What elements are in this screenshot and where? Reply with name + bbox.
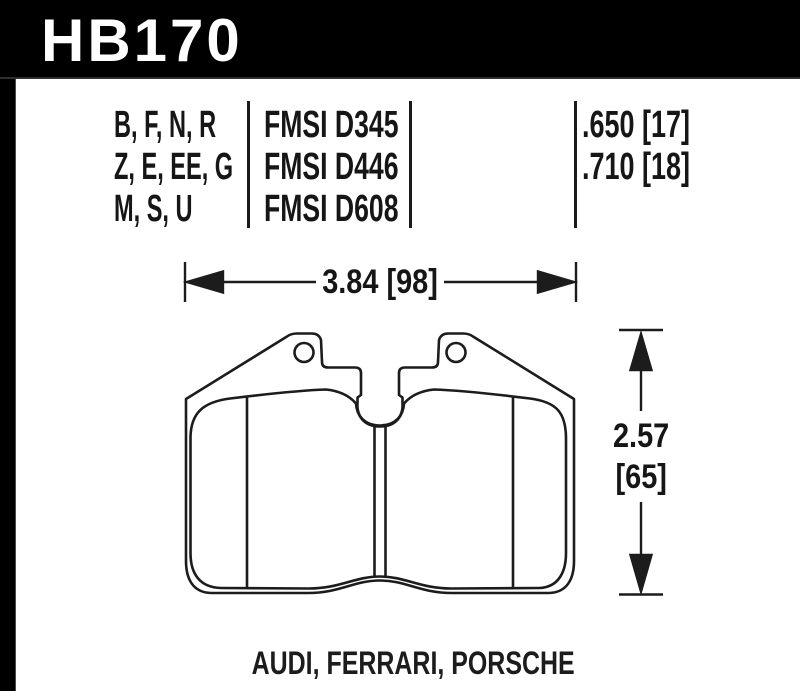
height-dimension-label-inches	[581, 419, 701, 453]
fmsi-cell	[264, 146, 456, 188]
compounds-cell	[114, 188, 241, 230]
applications-text: AUDI, FERRARI, PORSCHE	[251, 645, 575, 681]
thickness-cell	[582, 104, 734, 146]
thickness-cell	[582, 146, 734, 188]
mounting-hole-right	[447, 343, 466, 362]
column-divider	[247, 101, 250, 228]
fmsi-text: FMSI D446	[264, 146, 399, 188]
arrowhead-left-icon	[187, 272, 223, 293]
thickness-text: .650 [17]	[582, 104, 690, 146]
column-divider	[574, 101, 577, 228]
column-divider	[409, 101, 412, 228]
mounting-hole-left	[295, 343, 314, 362]
applications-label	[163, 647, 663, 679]
width-dimension-text: 3.84 [98]	[322, 263, 438, 301]
fmsi-cell	[264, 188, 456, 230]
arrowhead-up-icon	[631, 334, 652, 370]
fmsi-cell	[264, 104, 456, 146]
height-dimension-inches-text: 2.57	[612, 417, 670, 455]
compounds-text: B, F, N, R	[114, 104, 217, 146]
fmsi-text: FMSI D608	[264, 188, 399, 230]
arrowhead-down-icon	[631, 555, 652, 592]
compounds-text: Z, E, EE, G	[114, 146, 234, 188]
height-dimension-label-mm	[581, 460, 701, 494]
compounds-cell	[114, 104, 279, 146]
thickness-text: .710 [18]	[582, 146, 690, 188]
arrowhead-right-icon	[538, 272, 574, 293]
pad-outer-outline	[186, 334, 574, 594]
width-dimension-label	[280, 265, 480, 299]
fmsi-text: FMSI D345	[264, 104, 399, 146]
height-dimension-mm-text: [65]	[615, 458, 667, 496]
part-number: HB170	[41, 7, 243, 74]
left-black-stripe	[0, 0, 16, 691]
compounds-text: M, S, U	[114, 188, 193, 230]
